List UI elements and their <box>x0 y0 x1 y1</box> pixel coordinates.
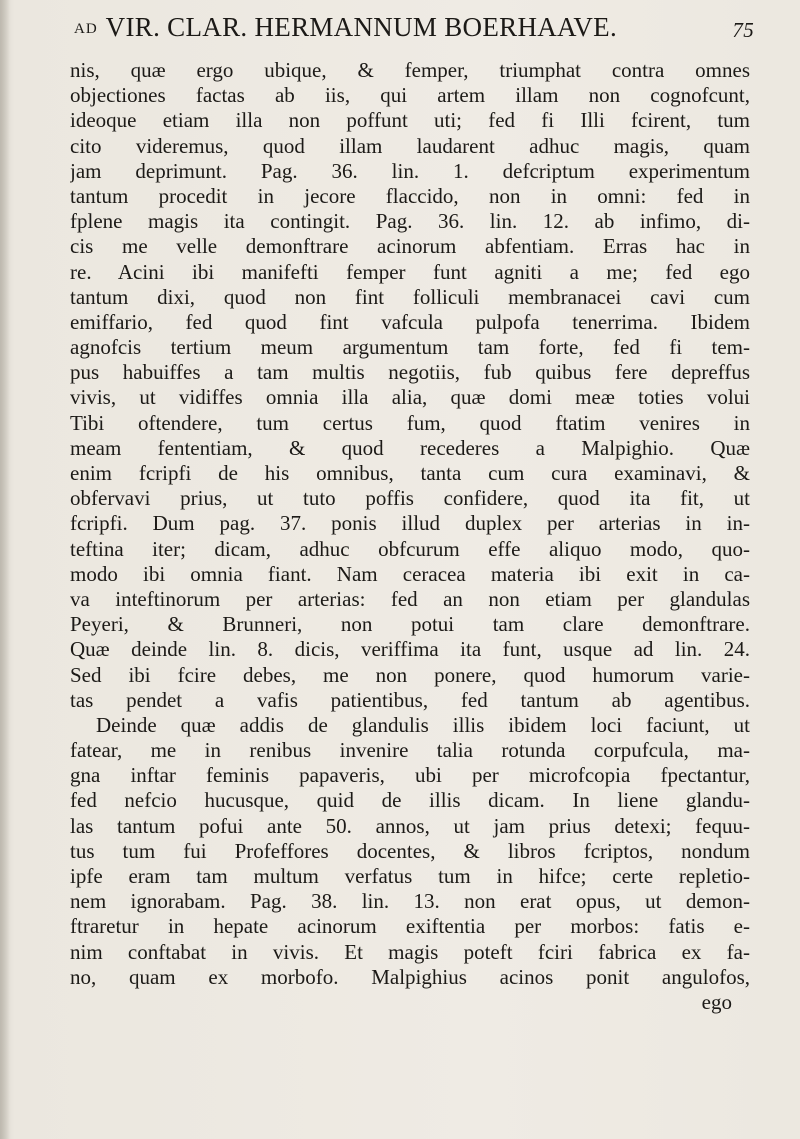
text-line: tantum dixi, quod non fint folliculi membranacei cavi cum <box>70 284 750 309</box>
text-line: tantum procedit in jecore flaccido, non in omni: fed in <box>70 183 750 208</box>
text-line: Sed ibi fcire debes, me non ponere, quod humorum varie- <box>70 662 750 687</box>
text-line: re. Acini ibi manifefti femper funt agniti a me; fed ego <box>70 259 750 284</box>
text-line: Quæ deinde lin. 8. dicis, veriffima ita funt, usque ad lin. 24. <box>70 637 750 662</box>
text-line: nem ignorabam. Pag. 38. lin. 13. non erat opus, ut demon- <box>70 889 750 914</box>
text-line: tus tum fui Profeffores docentes, & libros fcriptos, nondum <box>70 838 750 863</box>
text-line: agnofcis tertium meum argumentum tam forte, fed fi tem- <box>70 335 750 360</box>
text-line: fplene magis ita contingit. Pag. 36. lin. 12. ab infimo, di- <box>70 209 750 234</box>
text-line: pus habuiffes a tam multis negotiis, fub quibus fere depreffus <box>70 360 750 385</box>
text-line: meam fententiam, & quod recederes a Malpighio. Quæ <box>70 435 750 460</box>
text-line: nim conftabat in vivis. Et magis poteft fciri fabrica ex fa- <box>70 939 750 964</box>
text-line: fatear, me in renibus invenire talia rotunda corpufcula, ma- <box>70 738 750 763</box>
text-line: Tibi oftendere, tum certus fum, quod ftatim venires in <box>70 410 750 435</box>
text-line: fcripfi. Dum pag. 37. ponis illud duplex per arterias in in- <box>70 511 750 536</box>
text-line: obfervavi prius, ut tuto poffis confidere, quod ita fit, ut <box>70 486 750 511</box>
text-line: ftraretur in hepate acinorum exiftentia per morbos: fatis e- <box>70 914 750 939</box>
text-line: nis, quæ ergo ubique, & femper, triumphat contra omnes <box>70 58 750 82</box>
text-line: no, quam ex morbofo. Malpighius acinos ponit angulofos, <box>70 964 750 989</box>
text-line: jam deprimunt. Pag. 36. lin. 1. defcriptum experimentum <box>70 158 750 183</box>
page-edge-shadow <box>0 0 10 1139</box>
text-line: gna inftar feminis papaveris, ubi per microfcopia fpectantur, <box>70 763 750 788</box>
header-prefix: AD <box>74 21 98 37</box>
text-line: ideoque etiam illa non poffunt uti; fed fi Illi fcirent, tum <box>70 108 750 133</box>
header-title: VIR. CLAR. HERMANNUM BOERHAAVE. <box>105 12 618 42</box>
text-line: emiffario, fed quod fint vafcula pulpofa tenerrima. Ibidem <box>70 309 750 334</box>
text-line: cis me velle demonftrare acinorum abfentiam. Erras hac in <box>70 234 750 259</box>
text-line: enim fcripfi de his omnibus, tanta cum cura examinavi, & <box>70 461 750 485</box>
text-line: las tantum pofui ante 50. annos, ut jam prius detexi; fequu- <box>70 813 750 838</box>
text-line: fed nefcio hucusque, quid de illis dicam. In liene glandu- <box>70 788 750 813</box>
text-line: modo ibi omnia fiant. Nam ceracea materia ibi exit in ca- <box>70 561 750 586</box>
text-line: objectiones factas ab iis, qui artem illam non cognofcunt, <box>70 83 750 108</box>
body-text <box>70 58 750 1015</box>
text-line: ipfe eram tam multum verfatus tum in hifce; certe repletio- <box>70 864 750 888</box>
running-header <box>74 12 754 52</box>
page-number: 75 <box>732 18 754 42</box>
text-line: teftina iter; dicam, adhuc obfcurum effe aliquo modo, quo- <box>70 536 750 561</box>
text-line: Peyeri, & Brunneri, non potui tam clare demonftrare. <box>70 612 750 637</box>
text-line: ego <box>701 989 732 1014</box>
text-line: cito videremus, quod illam laudarent adhuc magis, quam <box>70 133 750 158</box>
text-line: va inteftinorum per arterias: fed an non etiam per glandulas <box>70 586 750 611</box>
text-line: tas pendet a vafis patientibus, fed tantum ab agentibus. <box>70 687 750 712</box>
text-line: vivis, ut vidiffes omnia illa alia, quæ domi meæ toties volui <box>70 385 750 410</box>
text-line: Deinde quæ addis de glandulis illis ibidem loci faciunt, ut <box>96 712 750 737</box>
